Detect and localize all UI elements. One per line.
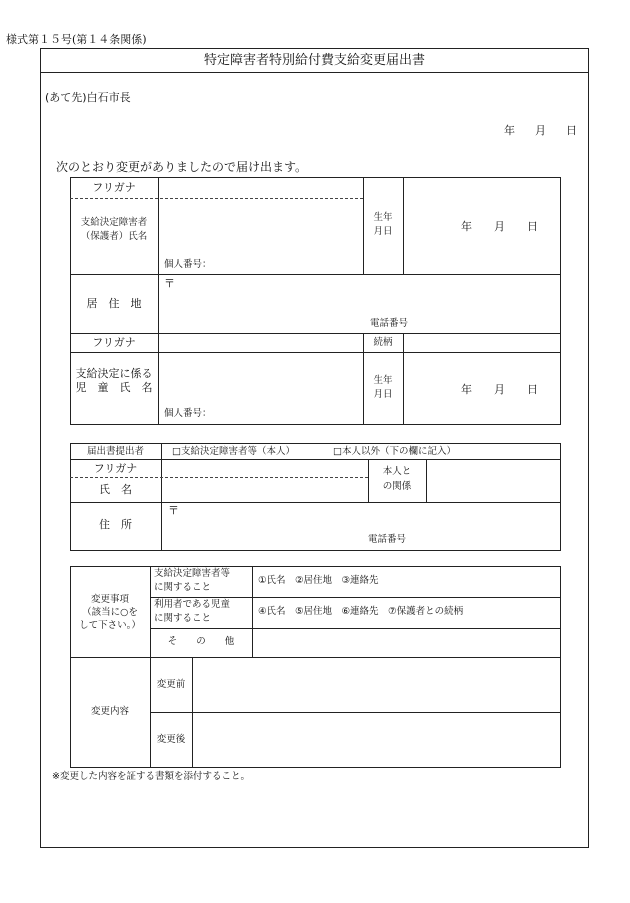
submitter-postal-mark: 〒: [168, 504, 179, 517]
submitter-phone-label: 電話番号: [368, 534, 407, 545]
child-name-label-1: 支給決定に係る: [75, 367, 153, 380]
child-personal-number-label: 個人番号：: [164, 408, 212, 419]
applicant-name-field[interactable]: [160, 201, 360, 253]
relation-field[interactable]: [405, 335, 557, 350]
child-furigana-field[interactable]: [160, 335, 360, 350]
row2-options[interactable]: ④氏名 ⑤居住地 ⑥連絡先 ⑦保護者との続柄: [258, 606, 464, 617]
relation-label: 続柄: [373, 337, 393, 348]
child-personal-number-field[interactable]: [210, 406, 360, 420]
change-items-label-2: （該当に○を: [82, 607, 138, 618]
relation-to-person-field[interactable]: [428, 461, 557, 500]
submitter-label: 届出書提出者: [86, 446, 144, 457]
submitter-address-field[interactable]: [182, 504, 556, 530]
row2-label-1: 利用者である児童: [154, 599, 231, 610]
date-month: 月: [535, 124, 546, 137]
row1-options[interactable]: ①氏名 ②居住地 ③連絡先: [258, 575, 379, 586]
change-items-label-1: 変更事項: [90, 594, 129, 605]
row3-label: そ の 他: [167, 636, 235, 647]
before-label: 変更前: [156, 679, 186, 690]
birth-label-2: 月日: [373, 226, 393, 237]
birth-label-1: 生年: [373, 212, 393, 223]
relation-to-person-label-2: の関係: [382, 481, 412, 492]
addressee: (あて先)白石市長: [45, 91, 131, 104]
applicant-name-label-2: （保護者）氏名: [80, 231, 148, 242]
date-day: 日: [566, 124, 577, 137]
change-items-label-3: して下さい。）: [79, 620, 141, 631]
furigana-label: フリガナ: [92, 181, 136, 194]
submitter-phone-field[interactable]: [413, 532, 556, 546]
birth-year: 年: [461, 220, 472, 233]
submitter-name-field[interactable]: [163, 480, 365, 500]
child-birth-month: 月: [494, 383, 505, 396]
after-label: 変更後: [156, 734, 186, 745]
personal-number-field[interactable]: [210, 257, 360, 271]
option-other[interactable]: □本人以外（下の欄に記入）: [333, 446, 456, 457]
submitter-address-label: 住 所: [99, 518, 132, 531]
postal-mark: 〒: [164, 277, 175, 290]
option-self[interactable]: □支給決定障害者等（本人）: [172, 446, 295, 457]
child-furigana-label: フリガナ: [92, 336, 136, 349]
phone-label: 電話番号: [370, 318, 409, 329]
birth-month: 月: [494, 220, 505, 233]
submitter-name-label: 氏 名: [99, 483, 132, 496]
residence-label: 居 住 地: [86, 297, 142, 310]
submitter-furigana-field[interactable]: [163, 461, 365, 475]
child-birth-label-2: 月日: [373, 389, 393, 400]
date-year: 年: [504, 124, 515, 137]
applicant-name-label-1: 支給決定障害者: [80, 217, 148, 228]
residence-field[interactable]: [178, 277, 556, 313]
form-title: 特定障害者特別給付費支給変更届出書: [203, 53, 425, 68]
title-divider: [40, 72, 589, 73]
child-birth-label-1: 生年: [373, 375, 393, 386]
child-birth-year: 年: [461, 383, 472, 396]
after-field[interactable]: [194, 714, 557, 764]
other-field[interactable]: [254, 630, 557, 655]
phone-field[interactable]: [415, 316, 555, 330]
submitter-furigana-label: フリガナ: [93, 462, 138, 475]
furigana-field[interactable]: [160, 180, 360, 196]
child-name-field[interactable]: [160, 355, 360, 405]
child-name-label-2: 児 童 氏 名: [75, 381, 153, 394]
change-content-label: 変更内容: [90, 706, 129, 717]
row1-label-2: に関すること: [154, 582, 212, 593]
relation-to-person-label-1: 本人と: [382, 466, 412, 477]
personal-number-label: 個人番号：: [164, 259, 212, 270]
before-field[interactable]: [194, 659, 557, 710]
child-birth-day: 日: [527, 383, 538, 396]
form-number: 様式第１５号(第１４条関係): [6, 33, 147, 46]
row1-label-1: 支給決定障害者等: [154, 568, 231, 579]
row2-label-2: に関すること: [154, 613, 212, 624]
footnote: ※変更した内容を証する書類を添付すること。: [52, 771, 250, 782]
intro-text: 次のとおり変更がありましたので届け出ます。: [56, 160, 308, 174]
birth-day: 日: [527, 220, 538, 233]
